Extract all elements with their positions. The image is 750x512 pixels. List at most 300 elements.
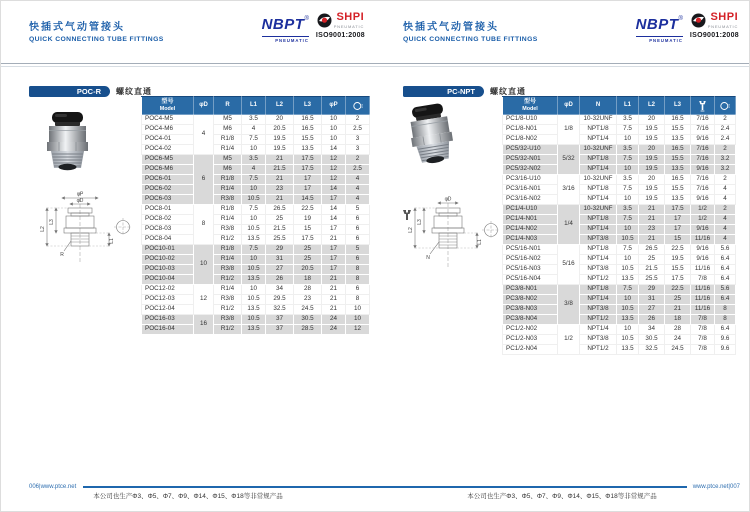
cell-value: 20 [639, 145, 665, 155]
cell-value: 2 [715, 115, 736, 125]
cell-value: 12 [322, 165, 346, 175]
cell-value: 7/8 [691, 275, 715, 285]
dim-label-L1: L1 [109, 238, 115, 244]
cell-value: 7.5 [617, 285, 639, 295]
cell-value: 10 [242, 145, 266, 155]
shpi-logo [690, 12, 739, 39]
cell-value: 17.5 [294, 235, 322, 245]
cell-value: 2.5 [346, 165, 370, 175]
cell-value: 8 [715, 315, 736, 325]
registered-mark-icon: ® [678, 16, 683, 22]
cell-value: 4 [715, 215, 736, 225]
spec-table [502, 96, 736, 355]
cell-value: 20 [266, 115, 294, 125]
cell-value: 20 [639, 115, 665, 125]
shpi-tagline: PNEUMATIC [707, 24, 739, 29]
cell-value: 19.5 [266, 135, 294, 145]
cell-value: R3/8 [214, 315, 242, 325]
table-row [503, 245, 736, 255]
page-header [403, 18, 538, 43]
cell-model: PC1/2-N04 [503, 345, 558, 355]
cell-model: PC3/8-N03 [503, 305, 558, 315]
dim-label-L3: L3 [49, 219, 55, 225]
cell-value: R1/8 [214, 245, 242, 255]
cell-value: 13.5 [242, 275, 266, 285]
cell-value: 25 [266, 215, 294, 225]
cell-value: 2 [715, 205, 736, 215]
column-header: R [214, 97, 242, 115]
cell-value: 23 [266, 185, 294, 195]
cell-value: 10 [322, 115, 346, 125]
cell-value: 21 [266, 195, 294, 205]
shpi-wordmark: SHPI [336, 11, 365, 23]
cell-value: NPT1/4 [580, 255, 617, 265]
column-header: L2 [639, 97, 665, 115]
cell-value: 17 [322, 265, 346, 275]
cell-value: 7.5 [242, 175, 266, 185]
cell-model: POC6-M6 [142, 165, 194, 175]
cell-value: 10 [617, 225, 639, 235]
cell-value: NPT3/8 [580, 235, 617, 245]
column-header: φD [194, 97, 214, 115]
cell-value: 18 [665, 315, 691, 325]
cell-value: 20 [639, 175, 665, 185]
table-row [503, 265, 736, 275]
page-number-url: 006|www.ptce.net [29, 484, 77, 490]
spec-table-container [141, 96, 369, 335]
cell-value: 21 [322, 295, 346, 305]
cell-value: 21 [266, 155, 294, 165]
cell-value: 3.5 [617, 175, 639, 185]
table-row [503, 295, 736, 305]
product-photo [390, 99, 471, 173]
cell-value: 10.5 [242, 265, 266, 275]
cell-value: 14 [322, 185, 346, 195]
table-row [503, 165, 736, 175]
cell-value: NPT1/2 [580, 275, 617, 285]
cell-value: NPT1/8 [580, 185, 617, 195]
cell-value: 9/16 [691, 225, 715, 235]
cell-value: 14 [322, 145, 346, 155]
table-row [142, 195, 370, 205]
cell-value: 8 [346, 275, 370, 285]
nbpt-wordmark: NBPT [261, 16, 305, 33]
cell-value: R1/2 [214, 275, 242, 285]
cell-value: 26 [266, 275, 294, 285]
page-subtitle: QUICK CONNECTING TUBE FITTINGS [403, 36, 538, 43]
cell-value: 7.5 [242, 245, 266, 255]
cell-value: 12 [322, 175, 346, 185]
cell-value: 3.5 [242, 155, 266, 165]
cell-value: 3 [346, 135, 370, 145]
cell-value: 10 [346, 305, 370, 315]
cell-value: 9.6 [715, 335, 736, 345]
cell-model: PC1/2-N02 [503, 325, 558, 335]
cell-model: POC12-04 [142, 305, 194, 315]
cell-value: NPT1/8 [580, 245, 617, 255]
cell-value: 7.5 [617, 185, 639, 195]
cell-value: 22.5 [665, 285, 691, 295]
cell-value: 4 [715, 225, 736, 235]
section-header [29, 86, 152, 97]
shpi-emblem-icon [317, 13, 332, 28]
table-row [142, 215, 370, 225]
table-row [503, 235, 736, 245]
cell-tube-diameter: 1/8 [558, 115, 580, 145]
cell-model: POC6-M5 [142, 155, 194, 165]
cell-value: 13.5 [617, 345, 639, 355]
registered-mark-icon: ® [304, 16, 309, 22]
table-row [503, 215, 736, 225]
table-row [503, 305, 736, 315]
header-divider [375, 63, 749, 67]
cell-value: 9/16 [691, 165, 715, 175]
cell-value: 25 [639, 255, 665, 265]
cell-model: POC10-01 [142, 245, 194, 255]
cell-value: 17 [322, 225, 346, 235]
dim-label-L2: L2 [408, 227, 414, 233]
cell-value: 21 [266, 175, 294, 185]
cell-value: 3.5 [617, 205, 639, 215]
cell-value: 10-32UNF [580, 145, 617, 155]
cell-value: R1/4 [214, 145, 242, 155]
cell-value: 3.5 [242, 115, 266, 125]
cell-value: 15.5 [665, 185, 691, 195]
cell-tube-diameter: 4 [194, 115, 214, 155]
table-row [503, 335, 736, 345]
cell-model: POC8-03 [142, 225, 194, 235]
cell-value: 24.5 [665, 345, 691, 355]
table-row [142, 305, 370, 315]
column-header: 型号 Model [142, 97, 194, 115]
cell-model: POC4-M5 [142, 115, 194, 125]
cell-value: 17.5 [294, 155, 322, 165]
cell-value: 19.5 [639, 125, 665, 135]
cell-value: 25.5 [266, 235, 294, 245]
cell-value: 21 [322, 235, 346, 245]
cell-value: 28.5 [294, 325, 322, 335]
column-header: L1 [617, 97, 639, 115]
cell-value: 7/16 [691, 145, 715, 155]
series-name: 螺纹直通 [490, 87, 526, 96]
cell-model: PC5/32-N02 [503, 165, 558, 175]
table-row [142, 145, 370, 155]
page-title: 快插式气动管接头 [403, 22, 499, 33]
cell-value: M5 [214, 115, 242, 125]
cell-tube-diameter: 16 [194, 315, 214, 335]
table-row [503, 255, 736, 265]
cell-value: 10.5 [242, 225, 266, 235]
cell-value: 21.5 [639, 265, 665, 275]
cell-model: PC5/32-N01 [503, 155, 558, 165]
cell-value: 5.6 [715, 285, 736, 295]
cell-value: 37 [266, 315, 294, 325]
spec-table-container [502, 96, 735, 355]
cell-value: 1/2 [691, 205, 715, 215]
cell-model: PC3/16-N02 [503, 195, 558, 205]
cell-value: 7.5 [617, 215, 639, 225]
cell-value: 6 [346, 225, 370, 235]
cell-value: 10-32UNF [580, 115, 617, 125]
cell-tube-diameter: 3/16 [558, 175, 580, 205]
cell-model: PC3/16-U10 [503, 175, 558, 185]
cell-value: R3/8 [214, 295, 242, 305]
cell-value: 3.5 [617, 145, 639, 155]
cell-value: 17.5 [665, 205, 691, 215]
cell-value: 2 [715, 175, 736, 185]
cell-value: R1/2 [214, 305, 242, 315]
cell-model: POC8-02 [142, 215, 194, 225]
table-row [503, 115, 736, 125]
product-photo [31, 111, 103, 175]
cell-value: 13.5 [294, 145, 322, 155]
column-header: L1 [242, 97, 266, 115]
header-divider [1, 63, 375, 67]
cell-value: 30.5 [639, 335, 665, 345]
cell-value: 24 [322, 315, 346, 325]
cell-value: NPT1/4 [580, 195, 617, 205]
cell-value: 10 [242, 185, 266, 195]
cell-model: PC3/8-N04 [503, 315, 558, 325]
page-number-url: www.ptce.net|007 [692, 484, 740, 490]
table-row [142, 245, 370, 255]
dim-label-L2: L2 [40, 226, 46, 232]
cell-value: 8 [715, 305, 736, 315]
nbpt-logo [636, 12, 683, 43]
cell-value: R1/8 [214, 205, 242, 215]
cell-value: 6.4 [715, 325, 736, 335]
table-row [503, 125, 736, 135]
cell-value: 15.5 [665, 155, 691, 165]
cell-model: POC6-01 [142, 175, 194, 185]
cell-value: 4 [346, 175, 370, 185]
series-badge: PC-NPT [403, 86, 484, 97]
cell-value: 27 [266, 265, 294, 275]
column-header: L2 [266, 97, 294, 115]
cell-value: 3.5 [617, 115, 639, 125]
cell-value: R3/8 [214, 195, 242, 205]
table-row [503, 325, 736, 335]
cell-value: 26.5 [266, 205, 294, 215]
cell-model: POC6-02 [142, 185, 194, 195]
table-header-row [503, 97, 736, 115]
cell-value: 4 [346, 185, 370, 195]
cell-value: 25.5 [639, 275, 665, 285]
cell-value: 4 [242, 125, 266, 135]
cell-model: POC4-01 [142, 135, 194, 145]
table-row [503, 135, 736, 145]
dim-label-phiD: φD [444, 196, 452, 203]
cell-value: 2 [346, 155, 370, 165]
cell-value: 8 [346, 295, 370, 305]
cell-value: 10 [242, 285, 266, 295]
cell-value: 21 [639, 215, 665, 225]
shpi-tagline: PNEUMATIC [333, 24, 365, 29]
cell-value: 24 [665, 335, 691, 345]
cell-value: 10 [242, 255, 266, 265]
cell-value: 5.6 [715, 245, 736, 255]
cell-value: 3.2 [715, 165, 736, 175]
cell-value: 15 [294, 225, 322, 235]
cell-tube-diameter: 5/16 [558, 245, 580, 285]
cell-value: 16.5 [665, 175, 691, 185]
cell-value: R1/8 [214, 175, 242, 185]
cell-value: R1/2 [214, 325, 242, 335]
cell-value: 18 [294, 275, 322, 285]
table-row [142, 295, 370, 305]
cell-value: 11/16 [691, 285, 715, 295]
cell-value: 19.5 [639, 135, 665, 145]
cell-value: 10.5 [617, 265, 639, 275]
cell-value: 15.5 [665, 265, 691, 275]
cell-model: POC12-02 [142, 285, 194, 295]
table-row [142, 115, 370, 125]
iso-certification: ISO9001:2008 [315, 31, 365, 39]
table-row [503, 285, 736, 295]
table-row [142, 315, 370, 325]
cell-value: 15 [665, 235, 691, 245]
cell-value: 10 [322, 125, 346, 135]
column-header: N [580, 97, 617, 115]
nbpt-tagline: PNEUMATIC [262, 36, 309, 43]
cell-value: 28 [665, 325, 691, 335]
cell-value: NPT1/8 [580, 125, 617, 135]
cell-value: 17 [665, 225, 691, 235]
cell-value: 27 [639, 305, 665, 315]
cell-model: POC4-M6 [142, 125, 194, 135]
column-header: φD [558, 97, 580, 115]
nbpt-logo [262, 12, 309, 43]
cell-value: 12 [346, 325, 370, 335]
cell-value: 32.5 [266, 305, 294, 315]
cell-value: 6.4 [715, 295, 736, 305]
shpi-wordmark: SHPI [710, 11, 739, 23]
cell-value: 19.5 [665, 255, 691, 265]
cell-value: 9.6 [715, 345, 736, 355]
page-header [29, 18, 164, 43]
cell-value: NPT3/8 [580, 305, 617, 315]
cell-model: PC3/16-N01 [503, 185, 558, 195]
cell-value: 7/16 [691, 115, 715, 125]
cell-value: 11/16 [691, 265, 715, 275]
table-row [142, 185, 370, 195]
cell-value: 22.5 [665, 245, 691, 255]
cell-value: 37 [266, 325, 294, 335]
cell-value: 21 [322, 305, 346, 315]
cell-model: POC10-04 [142, 275, 194, 285]
cell-tube-diameter: 6 [194, 155, 214, 205]
cell-model: PC5/16-N04 [503, 275, 558, 285]
cell-model: PC1/4-N01 [503, 215, 558, 225]
cell-model: POC8-04 [142, 235, 194, 245]
cell-value: 2.4 [715, 125, 736, 135]
cell-value: NPT1/4 [580, 135, 617, 145]
cell-value: 7.5 [242, 135, 266, 145]
cell-model: PC5/32-U10 [503, 145, 558, 155]
column-header: L3 [665, 97, 691, 115]
dim-label-L1: L1 [477, 239, 483, 245]
cell-value: 11/16 [691, 235, 715, 245]
cell-value: 30.5 [294, 315, 322, 325]
iso-certification: ISO9001:2008 [689, 31, 739, 39]
table-row [503, 225, 736, 235]
cell-value: NPT3/8 [580, 335, 617, 345]
cell-value: 17 [322, 195, 346, 205]
cell-value: 34 [639, 325, 665, 335]
cell-value: 21.5 [266, 225, 294, 235]
cell-model: POC4-02 [142, 145, 194, 155]
cell-value: 16.5 [294, 125, 322, 135]
cell-value: 7/8 [691, 335, 715, 345]
cell-value: 7.5 [617, 245, 639, 255]
cell-value: 10 [242, 215, 266, 225]
cell-value: 17 [665, 215, 691, 225]
nbpt-tagline: PNEUMATIC [636, 36, 683, 43]
column-header: 型号 Model [503, 97, 558, 115]
cell-value: NPT1/2 [580, 345, 617, 355]
cell-value: 7/16 [691, 175, 715, 185]
cell-model: POC6-03 [142, 195, 194, 205]
cell-value: 21 [322, 275, 346, 285]
cell-value: 13.5 [665, 135, 691, 145]
cell-model: POC10-02 [142, 255, 194, 265]
cell-value: 17 [322, 245, 346, 255]
cell-value: R1/4 [214, 285, 242, 295]
cell-value: 7/8 [691, 345, 715, 355]
cell-value: 10-32UNF [580, 175, 617, 185]
table-row [142, 275, 370, 285]
cell-value: 17 [322, 255, 346, 265]
cell-value: 23 [639, 225, 665, 235]
cell-value: 21 [639, 205, 665, 215]
column-header: φP [322, 97, 346, 115]
cell-value: 15.5 [665, 125, 691, 135]
cell-value: 12 [322, 155, 346, 165]
cell-value: 1/2 [691, 215, 715, 225]
table-row [142, 135, 370, 145]
cell-value: 31 [639, 295, 665, 305]
cell-tube-diameter: 1/2 [558, 325, 580, 355]
dim-label-thread: N [426, 255, 430, 261]
column-header: L3 [294, 97, 322, 115]
cell-value: 13.5 [665, 165, 691, 175]
cell-value: 6 [346, 215, 370, 225]
cell-value: 11/16 [691, 295, 715, 305]
cell-value: 10 [617, 255, 639, 265]
cell-value: R3/8 [214, 225, 242, 235]
cell-value: 2 [346, 115, 370, 125]
cell-model: POC10-03 [142, 265, 194, 275]
page-left [1, 1, 375, 511]
cell-model: PC1/8-U10 [503, 115, 558, 125]
cell-model: POC16-04 [142, 325, 194, 335]
cell-value: 7.5 [617, 125, 639, 135]
cell-value: 34 [266, 285, 294, 295]
cell-value: 10.5 [617, 335, 639, 345]
cell-model: PC1/4-N03 [503, 235, 558, 245]
cell-value: 25 [665, 295, 691, 305]
cell-model: PC5/16-N03 [503, 265, 558, 275]
cell-value: 13.5 [665, 195, 691, 205]
cell-value: NPT1/4 [580, 225, 617, 235]
cell-value: 9/16 [691, 195, 715, 205]
page-right [375, 1, 749, 511]
cell-value: 16.5 [665, 115, 691, 125]
cell-value: 9/16 [691, 135, 715, 145]
cell-value: 29 [266, 245, 294, 255]
cell-value: 10.5 [242, 295, 266, 305]
cell-value: 13.5 [617, 315, 639, 325]
